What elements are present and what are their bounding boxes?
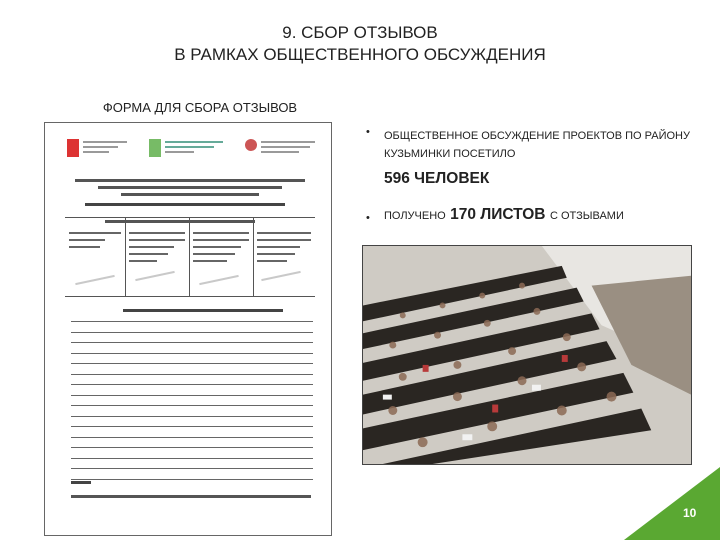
logo-mark-icon — [149, 139, 161, 157]
slide-title-line-1: 9. СБОР ОТЗЫВОВ — [282, 23, 438, 42]
form-name-field — [71, 481, 91, 484]
bullet-sheets-prefix: ПОЛУЧЕНО — [384, 210, 446, 222]
logo-1 — [67, 135, 131, 165]
form-ruled-lines — [71, 321, 313, 489]
bullet-list — [364, 126, 694, 224]
logo-2 — [149, 135, 227, 165]
form-stamps — [65, 265, 315, 295]
slide-title — [0, 22, 720, 66]
page-corner-accent — [624, 467, 720, 540]
sheets-count: 170 ЛИСТОВ — [450, 206, 546, 223]
visitors-count: 596 ЧЕЛОВЕК — [384, 170, 490, 187]
logo-mark-icon — [67, 139, 79, 157]
bullet-sheets-suffix: С ОТЗЫВАМИ — [549, 210, 624, 222]
bullet-visitors-text: ОБЩЕСТВЕННОЕ ОБСУЖДЕНИЕ ПРОЕКТОВ ПО РАЙОНУ КУЗЬМИНКИ ПОСЕТИЛО — [384, 130, 690, 160]
form-heading — [75, 179, 305, 200]
form-question-1 — [85, 203, 285, 206]
form-contact-field — [71, 495, 311, 498]
form-caption: ФОРМА ДЛЯ СБОРА ОТЗЫВОВ — [102, 100, 298, 115]
page-number: 10 — [683, 506, 697, 520]
bullet-marker: • — [366, 126, 370, 138]
bullet-sheets — [364, 206, 694, 224]
logo-3 — [245, 135, 317, 165]
bullet-marker: • — [366, 212, 370, 224]
slide-title-line-2: В РАМКАХ ОБЩЕСТВЕННОГО ОБСУЖДЕНИЯ — [174, 45, 546, 64]
logo-mark-icon — [245, 139, 257, 151]
feedback-form-image — [44, 122, 332, 536]
bullet-visitors — [364, 126, 694, 188]
form-logos — [67, 135, 317, 169]
audience-photo — [362, 245, 692, 465]
form-question-2 — [123, 309, 283, 312]
